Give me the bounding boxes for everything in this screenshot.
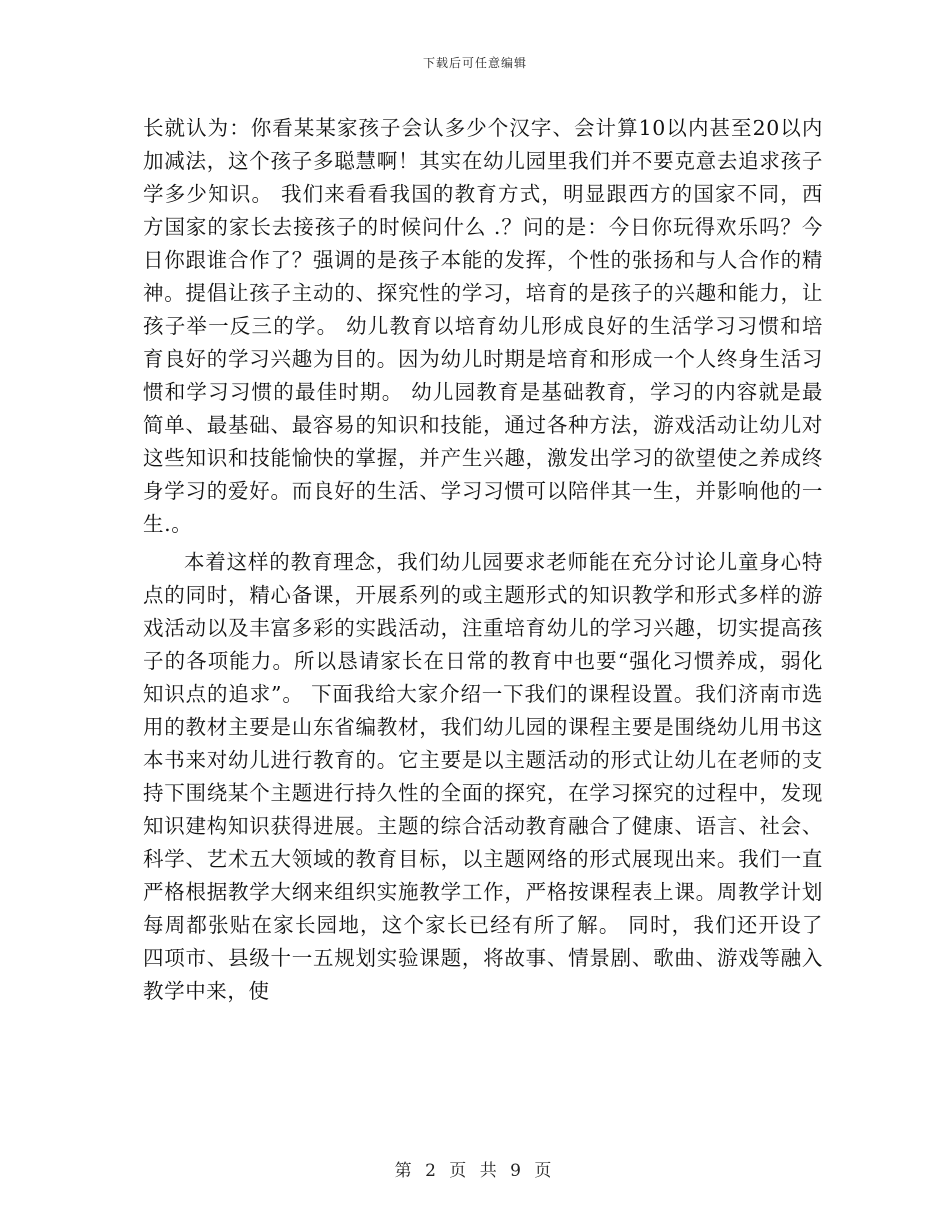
paragraph-1: 长就认为：你看某某家孩子会认多少个汉字、会计算10以内甚至20以内加减法，这个孩子多聪慧啊！其实在幼儿园里我们并不要克意去追求孩子学多少知识。 我们来看看我国的教育方式，明显跟西方的国家不同，西方国家的家长去接孩子的时候问什么 .？问的是：今日你玩得欢乐吗？今日你跟谁合作了？强调的是孩子本能的发挥，个性的张扬和与人合作的精神。提倡让孩子主动的、探究性的学习，培育的是孩子的兴趣和能力，让孩子举一反三的学。 幼儿教育以培育幼儿形成良好的生活学习习惯和培育良好的学习兴趣为目的。因为幼儿时期是培育和形成一个人终身生活习惯和学习习惯的最佳时期。 幼儿园教育是基础教育，学习的内容就是最简单、最基础、最容易的知识和技能，通过各种方法，游戏活动让幼儿对这些知识和技能愉快的掌握，并产生兴趣，激发出学习的欲望使之养成终身学习的爱好。而良好的生活、学习习惯可以陪伴其一生，并影响他的一生.。 (143, 116, 823, 536)
page-number-footer: 第 2 页 共 9 页 (394, 1161, 556, 1181)
paragraph-2: 本着这样的教育理念，我们幼儿园要求老师能在充分讨论儿童身心特点的同时，精心备课，开展系列的或主题形式的知识教学和形式多样的游戏活动以及丰富多彩的实践活动，注重培育幼儿的学习兴趣，切实提高孩子的各项能力。所以恳请家长在日常的教育中也要“强化习惯养成，弱化知识点的追求”。 下面我给大家介绍一下我们的课程设置。我们济南市选用的教材主要是山东省编教材，我们幼儿园的课程主要是围绕幼儿用书这本书来对幼儿进行教育的。它主要是以主题活动的形式让幼儿在老师的支持下围绕某个主题进行持久性的全面的探究，在学习探究的过程中，发现知识建构知识获得进展。主题的综合活动教育融合了健康、语言、社会、科学、艺术五大领域的教育目标，以主题网络的形式展现出来。我们一直严格根据教学大纲来组织实施教学工作，严格按课程表上课。周教学计划每周都张贴在家长园地，这个家长已经有所了解。 同时，我们还开设了四项市、县级十一五规划实验课题，将故事、情景剧、歌曲、游戏等融入教学中来，使 (143, 550, 823, 1003)
document-body (143, 112, 823, 1008)
page-header: 下载后可任意编辑 (422, 56, 527, 70)
